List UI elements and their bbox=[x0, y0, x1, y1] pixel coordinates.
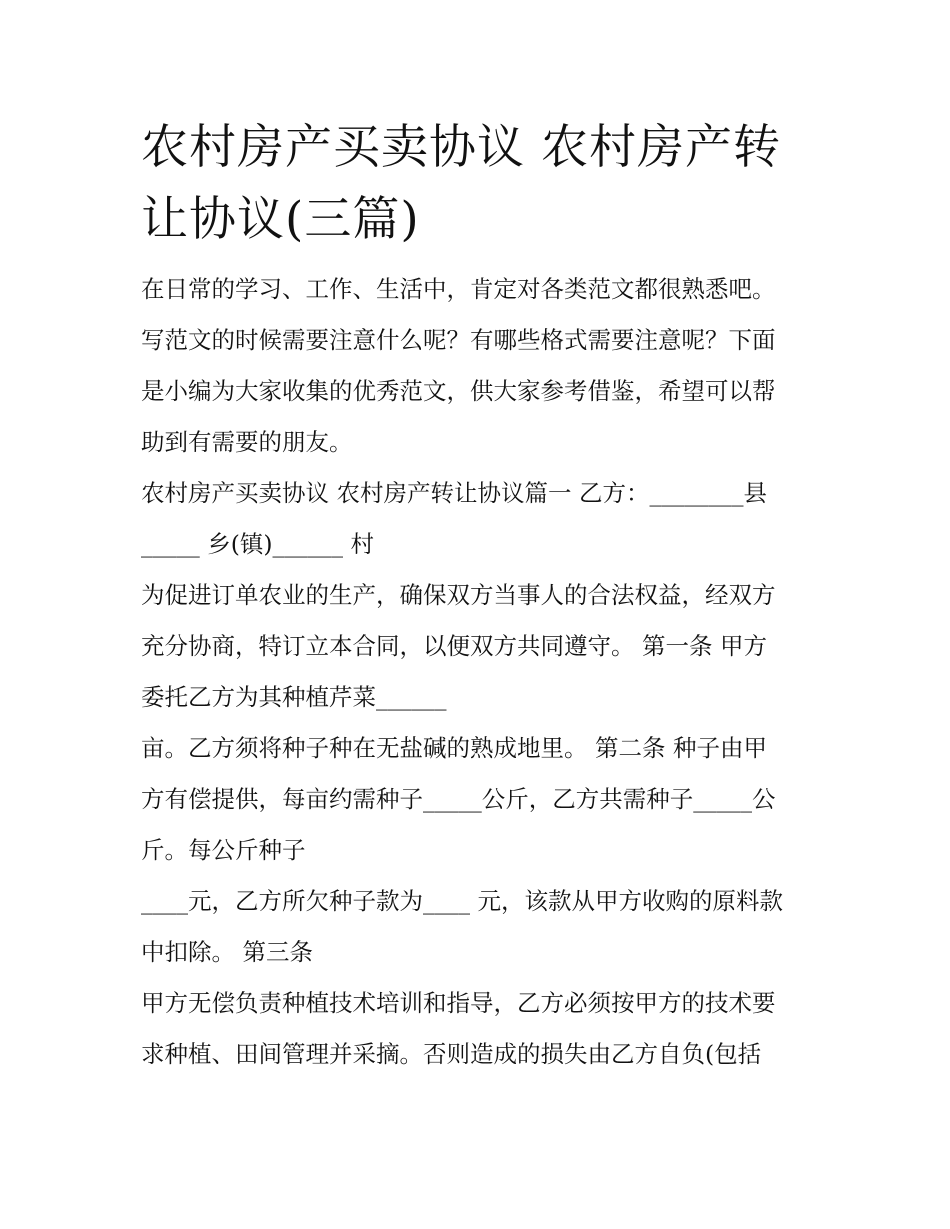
title-line: 农村房产买卖协议 农村房产转 bbox=[141, 120, 781, 175]
body-line: 方有偿提供，每亩约需种子_____公斤，乙方共需种子_____公 bbox=[141, 785, 776, 813]
body-line: 是小编为大家收集的优秀范文，供大家参考借鉴，希望可以帮 bbox=[141, 377, 776, 405]
body-line: 充分协商，特订立本合同，以便双方共同遵守。 第一条 甲方 bbox=[141, 632, 767, 660]
document-body bbox=[141, 264, 813, 1080]
body-line: 求种植、田间管理并采摘。否则造成的损失由乙方自负(包括 bbox=[141, 1040, 762, 1068]
body-line: 为促进订单农业的生产，确保双方当事人的合法权益，经双方 bbox=[141, 581, 776, 609]
body-line: 委托乙方为其种植芹菜______ bbox=[141, 683, 447, 711]
body-line: _____ 乡(镇)______ 村 bbox=[141, 530, 375, 558]
body-line: 亩。乙方须将种子种在无盐碱的熟成地里。 第二条 种子由甲 bbox=[141, 734, 767, 762]
body-line: 在日常的学习、工作、生活中，肯定对各类范文都很熟悉吧。 bbox=[141, 275, 776, 303]
title-line: 让协议(三篇) bbox=[141, 192, 420, 247]
body-line: 甲方无偿负责种植技术培训和指导，乙方必须按甲方的技术要 bbox=[141, 989, 776, 1017]
document-title bbox=[141, 112, 813, 256]
body-line: 助到有需要的朋友。 bbox=[141, 428, 353, 456]
body-line: 中扣除。 第三条 bbox=[141, 938, 313, 966]
document-page bbox=[141, 112, 813, 1080]
body-line: 农村房产买卖协议 农村房产转让协议篇一 乙方：________县 bbox=[141, 479, 767, 507]
body-line: ____元，乙方所欠种子款为____ 元，该款从甲方收购的原料款 bbox=[141, 887, 783, 915]
body-line: 斤。每公斤种子 bbox=[141, 836, 306, 864]
body-line: 写范文的时候需要注意什么呢？有哪些格式需要注意呢？下面 bbox=[141, 326, 776, 354]
